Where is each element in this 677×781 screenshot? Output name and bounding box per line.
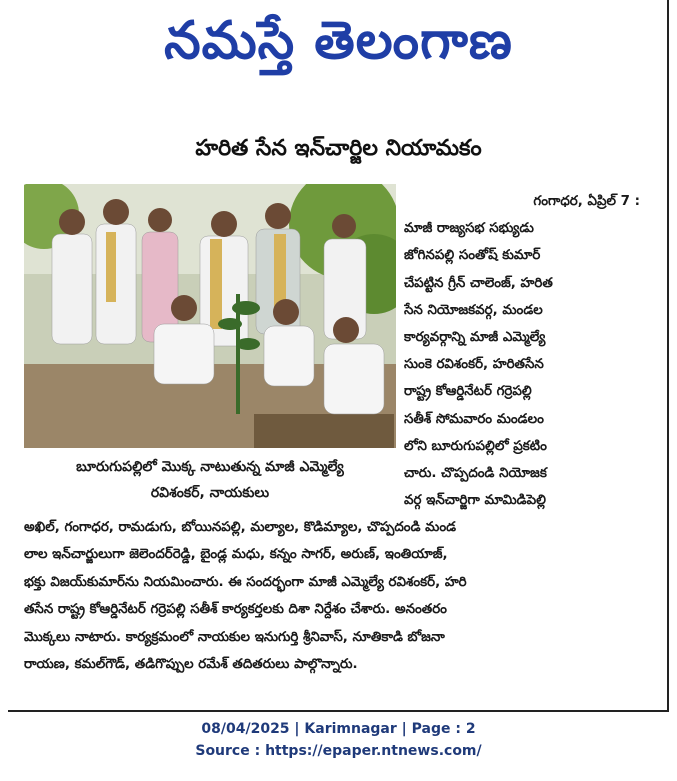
- body-line: భక్తు విజయ్‌కుమార్‌ను నియమించారు. ఈ సందర్భంగా మాజీ ఎమ్మెల్యే రవిశంకర్, హరి: [24, 574, 467, 590]
- masthead: [0, 0, 677, 82]
- body-line: తసేన రాష్ట్ర కోఆర్డినేటర్ గర్రెపల్లి సతీశ్ కార్యకర్తలకు దిశా నిర్దేశం చేశారు. అనంతరం: [24, 602, 447, 618]
- body-line: జోగినపల్లి సంతోష్ కుమార్: [404, 248, 541, 264]
- body-line: సేన నియోజకవర్గ, మండల: [404, 302, 543, 318]
- body-line: సతీశ్ సోమవారం మండలం: [404, 411, 544, 427]
- body-line: మొక్కలు నాటారు. కార్యక్రమంలో నాయకుల ఇనుగుర్తి శ్రీనివాస్, నూతికాడి బోజనా: [24, 629, 445, 645]
- body-line: చారు. చొప్పదండి నియోజక: [404, 466, 547, 482]
- photo-illustration: [24, 184, 396, 448]
- body-line: అఖిల్, గంగాధర, రామడుగు, బోయినపల్లి, మల్యాల, కొడిమ్యాల, చొప్పదండి మండ: [24, 520, 457, 535]
- body-line: లోని బూరుగుపల్లిలో ప్రకటిం: [404, 438, 547, 454]
- article-full-width-text: [24, 514, 646, 678]
- newspaper-logo: నమస్తే తెలంగాణ: [164, 11, 513, 71]
- footer-source: Source : https://epaper.ntnews.com/: [195, 743, 482, 759]
- article-column-text: [404, 188, 644, 514]
- article-photo: [24, 184, 396, 448]
- body-line: సుంకె రవిశంకర్, హరితసేన: [404, 357, 544, 373]
- caption-line: రవిశంకర్, నాయకులు: [150, 485, 270, 501]
- dateline: గంగాధర, ఏప్రిల్ 7 :: [533, 194, 640, 209]
- footer: [0, 718, 677, 762]
- body-line: చేపట్టిన గ్రీన్ చాలెంజ్, హరిత: [404, 275, 553, 291]
- body-line: కార్యవర్గాన్ని మాజీ ఎమ్మెల్యే: [404, 330, 546, 346]
- body-line: లాల ఇన్‌చార్జులుగా జెలెందర్‌రెడ్డి, బైండ్ల మధు, కన్నం సాగర్, అరుణ్, ఇంతియాజ్,: [24, 547, 448, 563]
- footer-date-edition: 08/04/2025 | Karimnagar | Page : 2: [201, 721, 476, 737]
- photo-caption: [24, 454, 396, 506]
- article-headline: హరిత సేన ఇన్‌చార్జిల నియామకం: [195, 136, 482, 161]
- body-line: రాష్ట్ర కోఆర్డినేటర్ గర్రెపల్లి: [404, 384, 532, 400]
- body-line: మాజీ రాజ్యసభ సభ్యుడు: [404, 221, 534, 237]
- body-line: వర్గ ఇన్‌చార్జిగా మామిడిపెల్లి: [404, 493, 546, 509]
- body-line: రాయణ, కమల్‌గౌడ్, తడిగొప్పుల రమేశ్ తదితరులు పాల్గొన్నారు.: [24, 657, 358, 673]
- caption-line: బూరుగుపల్లిలో మొక్క నాటుతున్న మాజీ ఎమ్మెల్యే: [76, 459, 344, 475]
